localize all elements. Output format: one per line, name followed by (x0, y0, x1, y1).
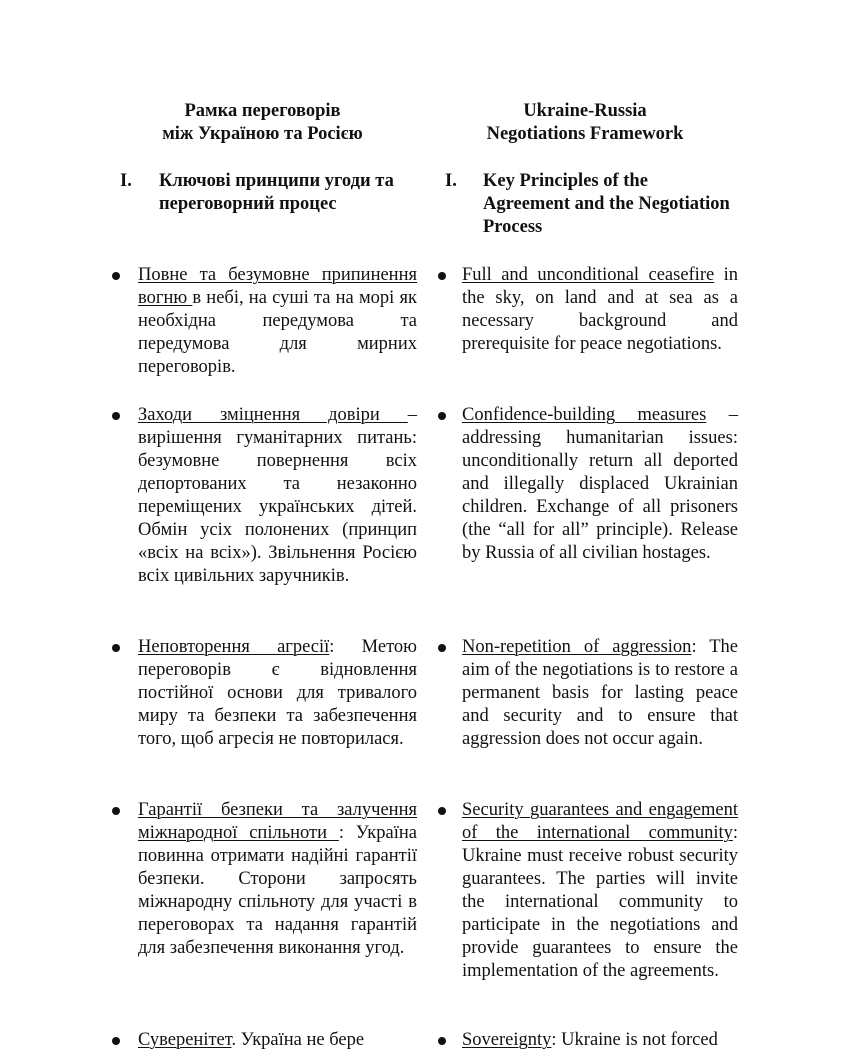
item-text: : Ukraine must receive robust security guarantees. The parties will invite the international community to participate in the negotiations and provide guarantees to ensure the implementation of the agreements. (462, 823, 738, 981)
title-line-1: Рамка переговорів (184, 101, 341, 121)
bullet-icon (112, 412, 120, 420)
bullet-item-security-uk (108, 799, 417, 960)
item-body (462, 799, 738, 983)
item-heading: Full and unconditional ceasefire (462, 265, 715, 285)
bullet-item-non-repetition-en (432, 636, 738, 751)
item-text: : Україна повинна отримати надійні гарантії безпеки. Сторони запросять міжнародну спільноту для участі в переговорах та надання гарантій для забезпечення виконання угод. (138, 823, 417, 958)
item-body (138, 1029, 417, 1052)
item-heading: Гарантії безпеки та залучення міжнародної спільноти (138, 800, 417, 843)
item-text: in the sky, on land and at sea as a necessary background and prerequisite for peace negotiations. (462, 265, 738, 354)
item-heading: Confidence-building measures (462, 405, 707, 425)
section-title: Key Principles of the Agreement and the Negotiation Process (483, 171, 730, 237)
item-heading: Неповторення агресії (138, 637, 330, 657)
item-heading: Повне та безумовне припинення вогню (138, 265, 417, 308)
item-text: : Ukraine is not forced (551, 1030, 718, 1050)
section-title: Ключові принципи угоди та переговорний процес (159, 171, 394, 214)
bullet-icon (438, 272, 446, 280)
bullet-item-confidence-uk (108, 404, 417, 588)
item-text: – addressing humanitarian issues: unconditionally return all deported and illegally displaced Ukrainian children. Exchange of all prisoners (the “all for all” principle). Release by Russia of all civilian hostages. (462, 405, 738, 563)
bullet-icon (112, 1037, 120, 1045)
title-line-1: Ukraine-Russia (523, 101, 647, 121)
bullet-item-sovereignty-en (432, 1029, 738, 1052)
item-heading: Security guarantees and engagement of the international community (462, 800, 738, 843)
item-heading: Non-repetition of aggression (462, 637, 692, 657)
item-text: . Україна не бере (231, 1030, 365, 1050)
item-body (138, 264, 417, 379)
item-heading: Заходи зміцнення довіри (138, 405, 408, 425)
bullet-item-ceasefire-uk (108, 264, 417, 379)
document-title-uk (108, 100, 417, 146)
item-heading: Sovereignty (462, 1030, 552, 1050)
item-body (138, 799, 417, 960)
bullet-icon (438, 1037, 446, 1045)
item-body (138, 404, 417, 588)
bullet-item-ceasefire-en (432, 264, 738, 356)
item-body (462, 404, 738, 565)
bullet-item-sovereignty-uk (108, 1029, 417, 1052)
title-line-2: між Україною та Росією (162, 124, 363, 144)
bullet-icon (438, 644, 446, 652)
title-line-2: Negotiations Framework (486, 124, 684, 144)
item-body (462, 264, 738, 356)
item-body (462, 636, 738, 751)
document-title-en (432, 100, 738, 146)
bullet-item-confidence-en (432, 404, 738, 565)
bullet-item-security-en (432, 799, 738, 983)
bullet-icon (112, 807, 120, 815)
bullet-item-non-repetition-uk (108, 636, 417, 751)
section-number: I. (120, 171, 132, 191)
item-text: : The aim of the negotiations is to restore a permanent basis for lasting peace and security and to ensure that aggression does not occur again. (462, 637, 738, 749)
section-heading-uk (108, 170, 417, 216)
item-body (462, 1029, 738, 1052)
section-heading-en (432, 170, 738, 239)
item-text: в небі, на суші та на морі як необхідна передумова та передумова для мирних переговорів. (138, 288, 417, 377)
section-number: I. (445, 171, 457, 191)
item-heading: Суверенітет (138, 1030, 232, 1050)
item-text: : Метою переговорів є відновлення постійної основи для тривалого миру та безпеки та забезпечення того, щоб агресія не повторилася. (138, 637, 417, 749)
item-text: – вирішення гуманітарних питань: безумовне повернення всіх депортованих та незаконно переміщених українських дітей. Обмін усіх полонених (принцип «всіх на всіх»). Звільнення Росією всіх цивільних заручників. (138, 405, 417, 586)
item-body (138, 636, 417, 751)
bullet-icon (112, 644, 120, 652)
bullet-icon (112, 272, 120, 280)
bullet-icon (438, 807, 446, 815)
bullet-icon (438, 412, 446, 420)
